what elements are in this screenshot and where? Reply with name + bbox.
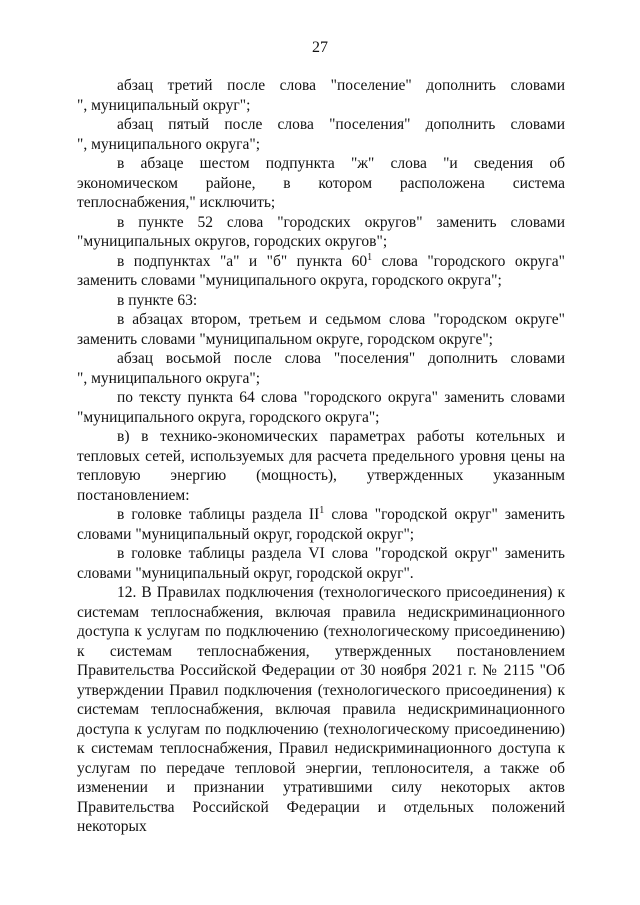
paragraph-11 <box>77 505 565 544</box>
paragraph-6: в пункте 63: <box>117 291 198 309</box>
paragraph-12: в головке таблицы раздела VI слова "городской округ" заменить словами "муниципальный округ, городской округ". <box>77 545 565 582</box>
paragraph-2-line-2: ", муниципального округа"; <box>77 135 261 153</box>
superscript-2: 1 <box>319 504 325 516</box>
paragraph-7: в абзацах втором, третьем и седьмом слова "городском округе" заменить словами "муниципальном округе, городском округе"; <box>77 311 565 348</box>
paragraph-10: в) в технико-экономических параметрах работы котельных и тепловых сетей, используемых для расчета предельного уровня цены на тепловую энергию (мощность), утвержденных указанным постановлением: <box>77 428 565 504</box>
paragraph-8-line-1: абзац восьмой после слова "поселения" дополнить словами <box>117 350 565 367</box>
page-number: 27 <box>312 39 328 56</box>
paragraph-9: по тексту пункта 64 слова "городского округа" заменить словами "муниципального округа, городского округа"; <box>77 389 565 426</box>
paragraph-5-text-start: в подпунктах "а" и "б" пункта 60 <box>117 252 368 270</box>
paragraph-3: в абзаце шестом подпункта "ж" слова "и сведения об экономическом районе, в котором расположена система теплоснабжения," исключить; <box>77 155 565 211</box>
paragraph-5 <box>77 252 565 291</box>
paragraph-11-text-end: слова "городской округ" заменить словами "муниципальный округ, городской округ"; <box>77 506 565 543</box>
paragraph-2-line-1: абзац пятый после слова "поселения" дополнить словами <box>117 116 565 133</box>
paragraph-13: 12. В Правилах подключения (технологического присоединения) к системам теплоснабжения, включая правила недискриминационного доступа к услугам по подключению (технологическому присоединению) к системам теплоснабжения, утвержденных постановлением Правительства Российской Федерации от 30 ноября 2021 г. № 2115 "Об утверждении Правил подключения (технологического присоединения) к системам теплоснабжения, включая правила недискриминационного доступа к услугам по подключению (технологическому присоединению) к системам теплоснабжения, Правил недискриминационного доступа к услугам по передаче тепловой энергии, теплоносителя, а также об изменении и признании утратившими силу некоторых актов Правительства Российской Федерации и отдельных положений некоторых <box>77 584 565 835</box>
paragraph-1-line-1: абзац третий после слова "поселение" дополнить словами <box>117 77 565 94</box>
paragraph-1-line-2: ", муниципальный округ"; <box>77 96 251 114</box>
paragraph-4: в пункте 52 слова "городских округов" заменить словами "муниципальных округов, городских округов"; <box>77 213 565 250</box>
document-body <box>77 76 565 837</box>
paragraph-11-text-start: в головке таблицы раздела II <box>117 506 320 523</box>
paragraph-5-text-end: слова "городского округа" заменить словами "муниципального округа, городского округа"; <box>77 252 565 289</box>
superscript-1: 1 <box>367 251 373 263</box>
paragraph-8-line-2: ", муниципального округа"; <box>77 369 261 387</box>
